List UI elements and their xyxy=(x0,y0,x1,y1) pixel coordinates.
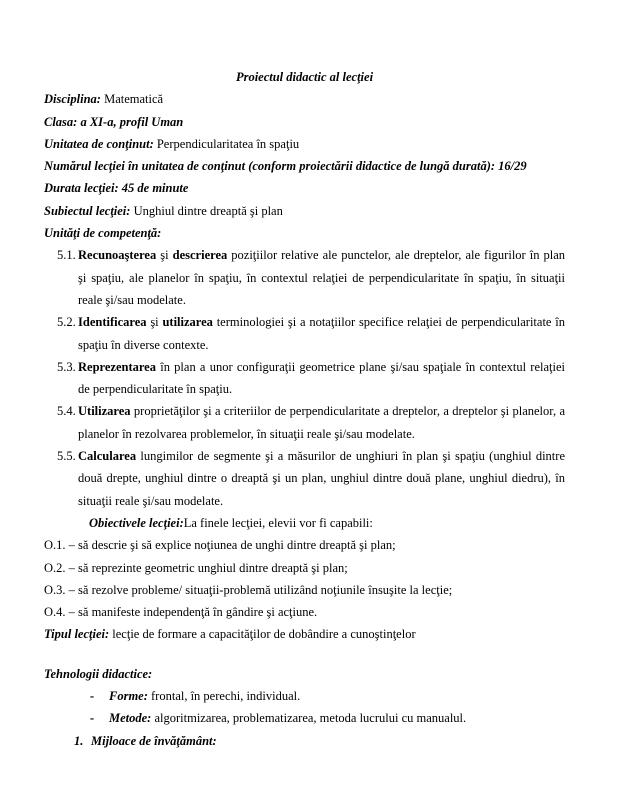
lesson-type-line xyxy=(44,623,565,645)
competency-number: 5.4. xyxy=(57,404,76,419)
lesson-type-value: lecţie de formare a capacităţilor de dobândire a cunoştinţelor xyxy=(109,627,416,642)
technologies-item-label: Forme: xyxy=(109,689,148,704)
meta-value: Unghiul dintre dreaptă şi plan xyxy=(130,203,283,218)
competency-item-5-1 xyxy=(44,244,565,311)
document-title: Proiectul didactic al lecţiei xyxy=(235,70,374,84)
competency-text: Utilizarea proprietăţilor şi a criteriilor de perpendicularitate a dreptelor, a dreptelor şi planelor, a planelor în rezolvarea problemelor, în situaţii reale şi/sau modelate. xyxy=(78,404,565,441)
technologies-item-metode xyxy=(44,707,565,729)
competency-number: 5.3. xyxy=(57,359,76,374)
objective-o2: O.2. – să reprezinte geometric unghiul dintre dreaptă şi plan; xyxy=(44,560,348,575)
competency-text: Recunoaşterea şi descrierea poziţiilor relative ale punctelor, ale dreptelor, ale figurilor în plan şi spaţiu, ale planelor în spaţiu, în contextul relaţiei de perpendicularitate în spaţiu, în situaţii reale şi/sau modelate. xyxy=(78,248,566,307)
competency-number: 5.1. xyxy=(57,248,76,263)
meta-line-clasa xyxy=(44,111,565,133)
objective-o1: O.1. – să descrie şi să explice noţiunea de unghi dintre dreaptă şi plan; xyxy=(44,538,396,553)
meta-line-unitatea xyxy=(44,133,565,155)
meta-value: Perpendicularitatea în spaţiu xyxy=(153,136,300,151)
meta-label: Subiectul lecţiei: xyxy=(44,203,131,218)
mijloace-label: Mijloace de învăţământ: xyxy=(91,733,217,748)
technologies-header: Tehnologii didactice: xyxy=(44,666,153,681)
meta-label: Durata lecţiei: 45 de minute xyxy=(44,181,189,196)
competency-item-5-3 xyxy=(44,356,565,401)
objectives-header xyxy=(44,512,565,534)
meta-line-disciplina xyxy=(44,88,565,110)
meta-value: Matematică xyxy=(100,92,164,107)
objective-o4: O.4. – să manifeste independenţă în gândire şi acţiune. xyxy=(44,605,318,620)
meta-label: Numărul lecţiei în unitatea de conţinut (conform proiectării didactice de lungă durată): 16/29 xyxy=(44,159,527,174)
objectives-header-value: La finele lecţiei, elevii vor fi capabili: xyxy=(183,515,373,530)
mijloace-item xyxy=(44,730,565,752)
meta-label: Unitatea de conţinut: xyxy=(44,136,154,151)
dash-bullet: - xyxy=(90,711,95,726)
competency-text: Calcularea lungimilor de segmente şi a măsurilor de unghiuri în plan şi spaţiu (unghiul dintre două drepte, unghiul dintre o dreaptă şi un plan, unghiul dintre două plane, unghiul diedru), în situaţii reale şi/sau modelate. xyxy=(78,449,565,508)
competency-text: Reprezentarea în plan a unor configuraţii geometrice plane şi/sau spaţiale în contextul relaţiei de perpendicularitate în spaţiu. xyxy=(78,359,565,397)
dash-bullet: - xyxy=(90,689,95,704)
competency-text: Identificarea şi utilizarea terminologiei şi a notaţiilor specifice relaţiei de perpendicularitate în spaţiu în diverse contexte. xyxy=(78,315,565,352)
lesson-type-label: Tipul lecţiei: xyxy=(44,627,110,642)
meta-label: Disciplina: xyxy=(44,92,101,107)
objective-o3: O.3. – să rezolve probleme/ situaţii-problemă utilizând noţiunile însuşite la lecţie; xyxy=(44,582,453,597)
competency-number: 5.2. xyxy=(57,315,76,330)
technologies-item-forme xyxy=(44,685,565,707)
technologies-item-value: frontal, în perechi, individual. xyxy=(147,689,301,704)
meta-line-durata xyxy=(44,177,565,199)
meta-label: Unităţi de competenţă: xyxy=(44,226,162,241)
competency-item-5-5 xyxy=(44,445,565,512)
competency-item-5-4 xyxy=(44,400,565,445)
meta-label: Clasa: a XI-a, profil Uman xyxy=(44,114,184,129)
competency-number: 5.5. xyxy=(57,449,76,464)
technologies-item-value: algoritmizarea, problematizarea, metoda lucrului cu manualul. xyxy=(151,711,467,726)
competency-item-5-2 xyxy=(44,311,565,356)
objectives-header-label: Obiectivele lecţiei: xyxy=(89,515,184,530)
meta-line-unitati-competenta xyxy=(44,222,565,244)
mijloace-number: 1. xyxy=(74,733,84,748)
technologies-item-label: Metode: xyxy=(109,711,152,726)
meta-line-numarul xyxy=(44,155,565,177)
meta-line-subiectul xyxy=(44,200,565,222)
